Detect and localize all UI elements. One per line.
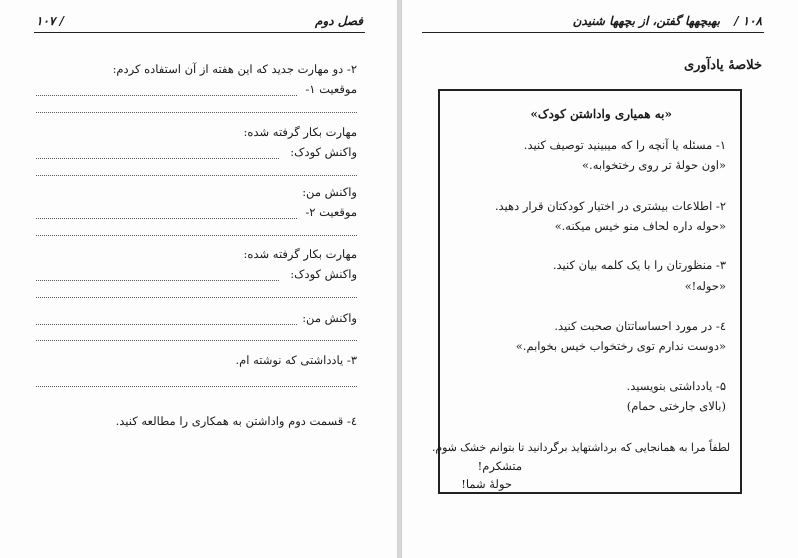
item-3-text: ۳- یادداشتی که نوشته ام. (235, 353, 357, 367)
fill-line (36, 340, 357, 341)
box-item-3-example: «حوله!» (684, 279, 726, 293)
right-page (401, 0, 798, 558)
left-header-title: فصل دوم (315, 14, 363, 28)
my-reaction-2-fill-line (36, 324, 297, 325)
fill-line (36, 297, 357, 298)
situation-1-fill-line (36, 95, 297, 96)
child-reaction-1-fill-line (36, 158, 279, 159)
right-page-header (422, 10, 764, 33)
situation-2-label: موقعیت ۲- (305, 205, 357, 219)
right-header-title: بهبچهها گفتن، از بچهها شنیدن (572, 14, 720, 28)
box-item-5-example: (بالای جارختی حمام) (626, 399, 726, 413)
box-item-5-text: ۵- یادداشتی بنویسید. (626, 379, 726, 393)
child-reaction-2-fill-line (36, 280, 279, 281)
left-header-page-number: / ۱۰۷ (36, 14, 64, 28)
box-item-1-text: ۱- مسئله یا آنچه را که میبینید توصیف کنید. (523, 138, 726, 152)
box-item-1-example: «اون حولهٔ تر روی رختخوابه.» (582, 158, 726, 172)
note-line-3: حولهٔ شما! (461, 477, 512, 491)
child-reaction-1-label: واکنش کودک: (290, 145, 357, 159)
note-line-1: لطفاً مرا به همانجایی که برداشتهاید برگردانید تا بتوانم خشک شوم. (431, 441, 730, 454)
my-reaction-2-label: واکنش من: (302, 311, 357, 325)
summary-title: خلاصهٔ یادآوری (683, 58, 762, 73)
fill-line (36, 386, 357, 387)
situation-1-label: موقعیت ۱- (305, 82, 357, 96)
box-item-4-text: ٤- در مورد احساساتتان صحبت کنید. (554, 319, 726, 333)
child-reaction-2-label: واکنش کودک: (290, 267, 357, 281)
box-item-2-example: «حوله داره لحاف منو خیس میکنه.» (554, 219, 726, 233)
box-item-2-text: ۲- اطلاعات بیشتری در اختیار کودکتان قرار دهید. (494, 199, 726, 213)
left-page (0, 0, 398, 558)
box-title: «به همیاری واداشتن کودک» (530, 107, 672, 121)
item-4-text: ٤- قسمت دوم واداشتن به همکاری را مطالعه کنید. (115, 414, 357, 428)
box-item-4-example: «دوست ندارم توی رختخواب خیس بخوابم.» (515, 339, 726, 353)
left-page-header (34, 10, 365, 33)
skill-used-1-label: مهارت بکار گرفته شده: (243, 125, 357, 139)
fill-line (36, 235, 357, 236)
right-header-page-number: ۱۰۸ / (734, 14, 762, 28)
fill-line (36, 175, 357, 176)
skill-used-2-label: مهارت بکار گرفته شده: (243, 247, 357, 261)
summary-box (431, 89, 742, 494)
my-reaction-1-label: واکنش من: (302, 185, 357, 199)
fill-line (36, 112, 357, 113)
note-line-2: متشکرم! (477, 459, 522, 473)
situation-2-fill-line (36, 218, 297, 219)
item-2-text: ۲- دو مهارت جدید که این هفته از آن استفاده کردم: (112, 62, 357, 76)
box-item-3-text: ۳- منظورتان را با یک کلمه بیان کنید. (552, 258, 726, 272)
